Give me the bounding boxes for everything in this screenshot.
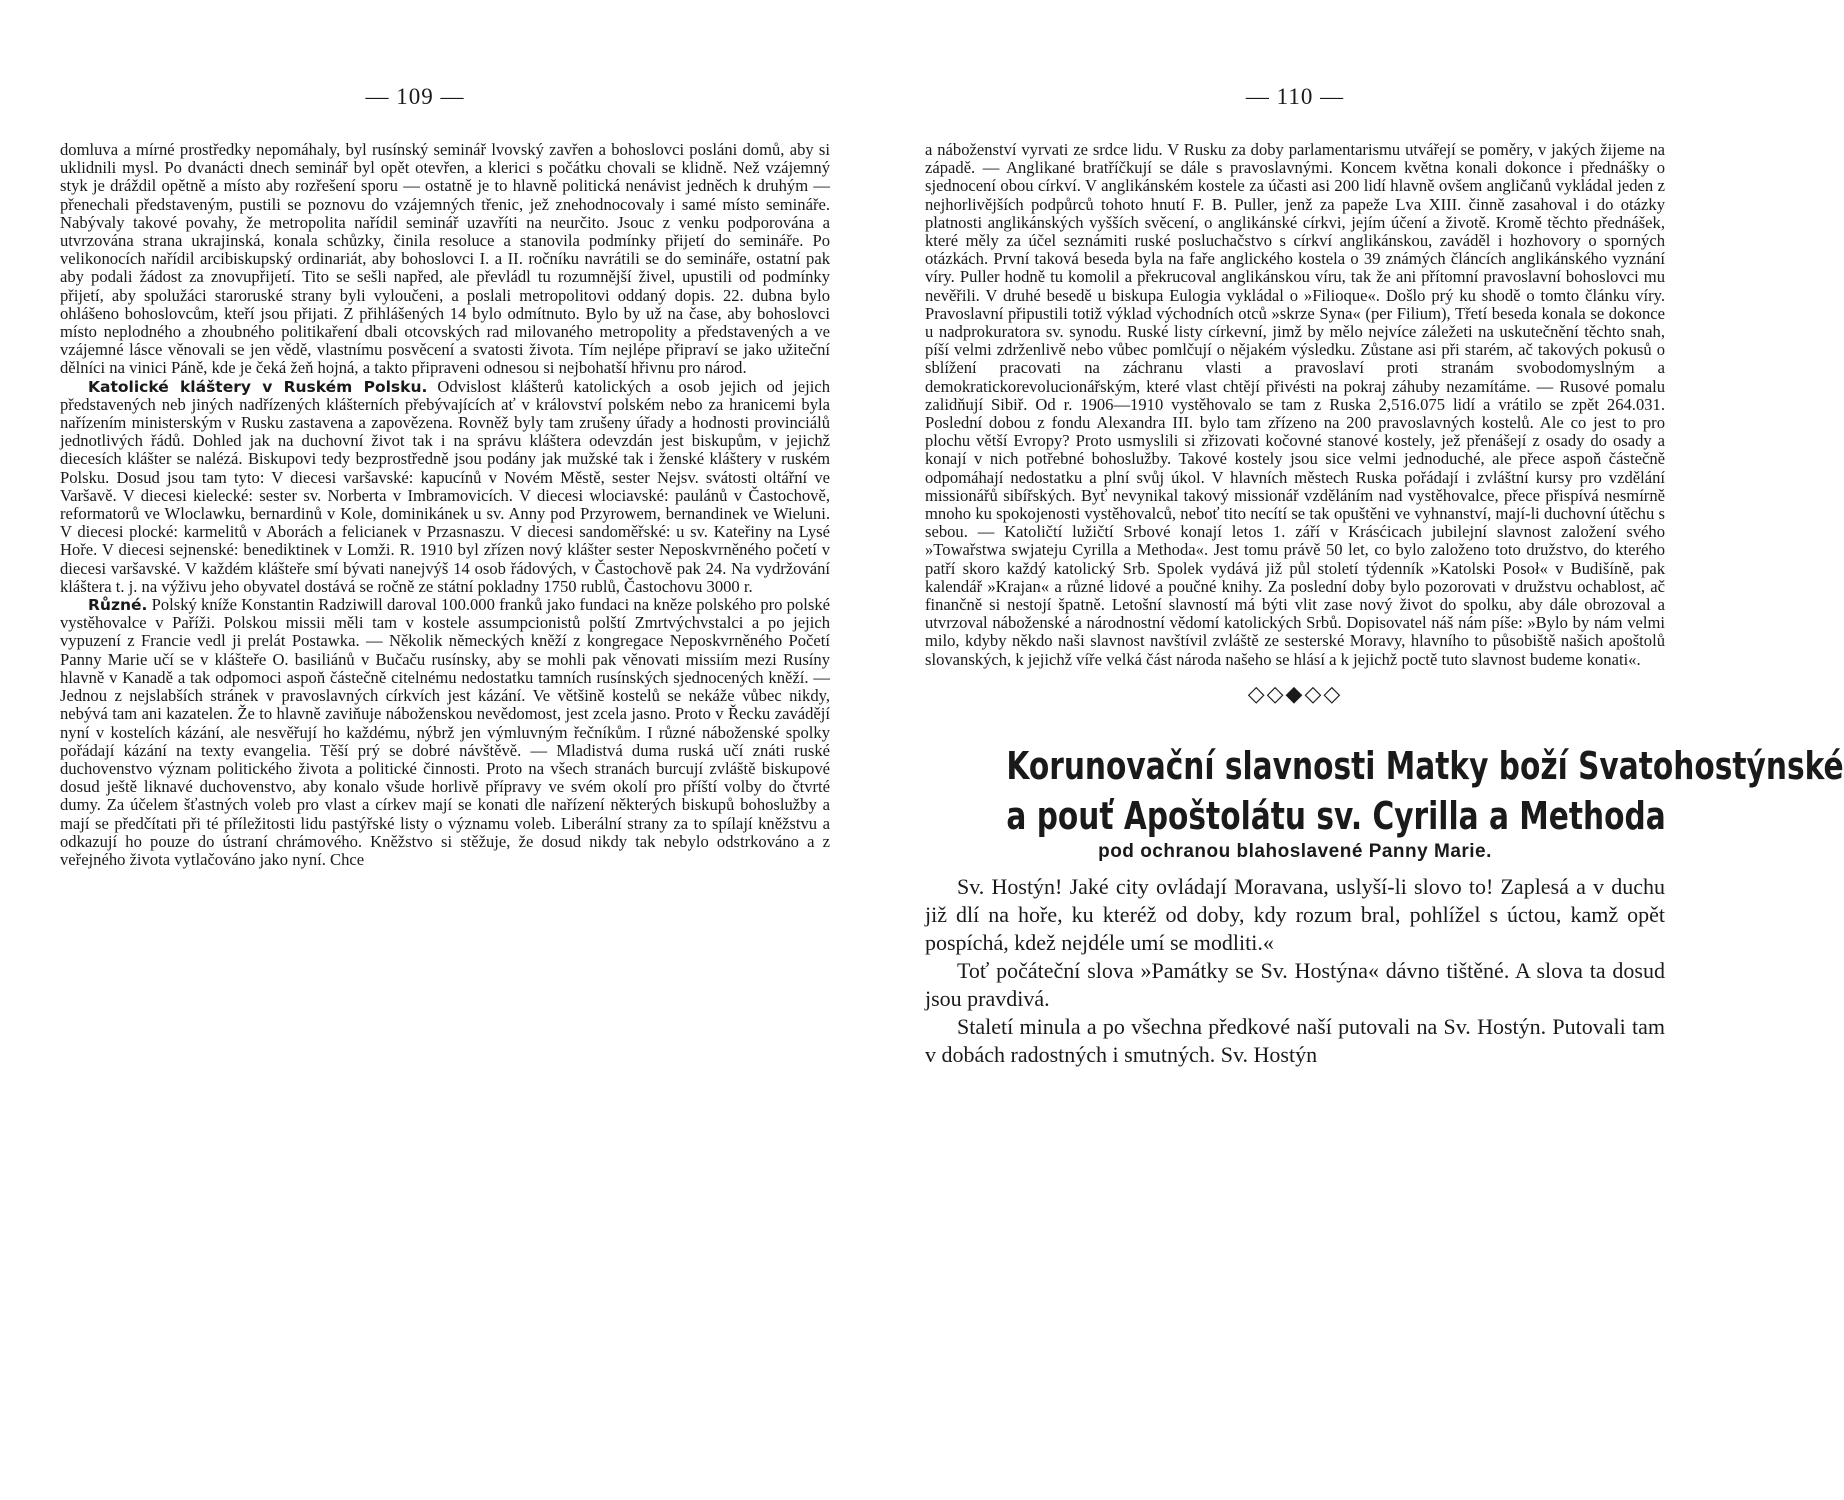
article-body [925, 873, 1665, 1069]
article-title-line-2: a pouť Apoštolátu sv. Cyrilla a Methoda [1006, 794, 1666, 839]
article-paragraph-3: Staletí minula a po všechna předkové naší putovali na Sv. Hostýn. Putovali tam v dobách radostných i smutných. Sv. Hostýn [925, 1014, 1665, 1068]
right-column-text [925, 140, 1844, 1069]
page-number-left: — 109 — [365, 84, 465, 109]
right-page [925, 0, 1844, 1500]
article-paragraph-1: Sv. Hostýn! Jaké city ovládají Moravana, uslyší-li slovo to! Zaplesá a v duchu již dlí na hoře, ku kteréž od doby, kdy rozum bral, pohlížel s úctou, kamž opět pospíchá, kdež nejdéle umí se modliti.« [925, 874, 1665, 956]
section-text-various: Polský kníže Konstantin Radziwill daroval 100.000 franků jako fundaci na kněze polského pro polské vystěhovalce v Paříži. Polskou missii měli tam v kostele assumpcionistů polští Zmrtvýchvstalci a po jejich vypuzení z Francie vedl ji prelát Postawka. — Několik německých kněží z kongregace Neposkvrněného Početí Panny Marie učí se v klášteře O. basiliánů v Bučaču rusínsky, aby se mohli pak věnovati missiím mezi Rusíny hlavně v Kanadě a tak odpomoci aspoň částečně citelnému nedostatku tamních rusínských sjednocených kněží. — Jednou z nejslabších stránek v pravoslavných církvích jest kázání. Ve většině kostelů se nekáže vůbec nikdy, nebývá tam ani kazatelen. Že to hlavně zaviňuje náboženskou nevědomost, jest zcela jasno. Proto v Řecku zavádějí nyní v kostelích kázání, ale nesvěřují ho každému, nýbrž jen výmluvným řečníkům. I různé náboženské spolky pořádají kázání na texty evangelia. Těší prý se dobré návštěvě. — Mladistvá duma ruská učí znáti ruské duchovenstvo význam politického života a politické činnosti. Proto na všech stranách burcují zvláště biskupové dosud ještě liknavé duchovenstvo, aby konalo všude horlivě přípravy ve svém okolí pro příští volby do čtvrté dumy. Za účelem šťastných voleb pro vlast a církev mají se konati dle nařízení některých biskupů bohoslužby a mají se předčítati při té příležitosti lidu pastýřské listy o významu voleb. Liberální strany za to spílají kněžstvu a odkazují ho pouze do ústraní chrámového. Kněžstvo si stěžuje, že dosud nikdy tak nebylo odstrkováno a z veřejného života vytlačováno jako nyní. Chce [60, 595, 830, 869]
section-monasteries [60, 378, 830, 596]
ornament-divider: ◇◇◆◇◇ [1247, 680, 1343, 706]
continued-paragraph: a náboženství vyrvati ze srdce lidu. V Rusku za doby parlamentarismu utvářejí se poměry, v jakých žijeme na západě. — Anglikané bratříčkují se dále s pravoslavnými. Koncem května konali dokonce i přednášky o sjednocení obou církví. V anglikánském kostele za účasti asi 200 lidí hlavně ovšem angličanů vykládal jeden z nejhorlivějších podpůrců tohoto hnutí F. B. Puller, jenž za papeže Lva XIII. činně zasahoval i do otázky platnosti anglikánských vyšších svěcení, o anglikánské církvi, jejím účení a životě. Kromě těchto přednášek, které měly za účel seznámiti ruské posluchačstvo s církví anglikánskou, zaváděl i hozhovory o sporných otázkách. První taková beseda byla na faře anglického kostela o 39 známých článcích anglikánského vyznání víry. Puller hodně tu komolil a překrucoval anglikánskou víru, tak že ani přítomní pravoslavní bohoslovci mu nevěřili. V druhé besedě u biskupa Eulogia vykládal o »Filioque«. Došlo prý ku shodě o tomto článku víry. Pravoslavní připustili totiž výklad východních otců »skrze Syna« (per Filium), Třetí beseda konala se dokonce u nadprokuratora sv. synodu. Ruské listy církevní, jimž by mělo nejvíce záležeti na uskutečnění těchto snah, píší velmi zdrženlivě nebo vůbec pomlčují o nějakém výsledku. Zůstane asi při starém, ač takových pokusů o sblížení pracovati na záchranu vlasti a pravoslaví proti stranám svobodomyslným a demokratickorevolucionářským, které vlast chtějí přivésti na pokraj záhuby nezamítáme. — Rusové pomalu zalidňují Sibiř. Od r. 1906—1910 vystěhovalo se tam z Ruska 2,516.075 lidí a vrátilo se zpět 264.031. Poslední dobou z fondu Alexandra III. bylo tam zřízeno na 200 pravoslavných kostelů. Ale co jest to pro plochu větší Evropy? Proto usmyslili si zřizovati kočovné stanové kostely, jež přenášejí z osady do osady a konají v nich potřebné bohoslužby. Takové kostely jsou sice velmi jednoduché, ale přece aspoň částečně odpomáhají nedostatku a plní svůj úkol. V hlavních městech Ruska pořádají i zvláštní kursy pro vzdělání missionářů sibířských. Byť nevynikal takový missionář vzděláním nad vystěhovalce, přece přispívá nesmírně mnoho ku spokojenosti vystěhovalců, neboť tito necítí se tak opuštěni ve vyhnanství, mají-li duchovní útěchu s sebou. — Katoličtí lužičtí Srbové konají letos 1. září v Krásćicach jubilejní slavnost založení svého »Towařstwa swjateju Cyrilla a Methoda«. Jest tomu právě 50 let, co bylo založeno toto družstvo, do kterého patří skoro každý katolický Srb. Spolek vydává již půl století týdenník »Katolski Posoł« v Budišíně, pak kalendář »Krajan« a různé lidové a poučné knihy. Za poslední doby bylo pozorovati v družstvu ochablost, ač finančně si nestojí špatně. Letošní slavností má býti vlit zase nový život do spolku, aby dále obrozoval a utvrzoval náboženské a národnostní vědomí katolických Srbů. Dopisovatel náš nám píše: »Bylo by nám velmi milo, kdyby někdo naši slavnost navštívil zvláště ze sesterské Moravy, hlavního to působiště našich apoštolů slovanských, k jejichž víře velká část národa našeho se hlásí a k jejichž poctě tuto slavnost budeme konati«. [925, 140, 1665, 669]
section-various [60, 596, 830, 869]
article-paragraph-2: Toť počáteční slova »Památky se Sv. Hostýna« dávno tištěné. A slova ta dosud jsou pravdivá. [925, 958, 1665, 1012]
section-text-monasteries: Odvislost klášterů katolických a osob jejich od jejich představených neb jiných nadřízených klášterních přebývajících ať v království polském nebo za hranicemi byla nařízením ministerským v Rusku zastavena a zapovězena. Rovněž byly tam zrušeny úřady a hodnosti provinciálů jednotlivých řádů. Dohled jak na duchovní život tak i na správu kláštera odevzdán jest biskupům, v jejichž diecesích klášter se nalézá. Biskupovi tedy bezprostředně jsou podány jak mužské tak i ženské kláštery v ruském Polsku. Dosud jsou tam tyto: V diecesi varšavské: kapucínů v Novém Městě, sester Nejsv. svátosti oltářní ve Varšavě. V diecesi kielecké: sester sv. Norberta v Imbramovicích. V diecesi wlociavské: paulánů v Častochově, reformatorů ve Wloclawku, bernardinů v Kole, dominikánek u sv. Anny pod Przyrowem, bernandinek ve Wieluni. V diecesi plocké: karmelitů v Aborách a felicianek v Przasnaszu. V diecesi sandoměřské: u sv. Kateřiny na Lysé Hoře. V diecesi sejnenské: benediktinek v Lomži. R. 1910 byl zřízen nový klášter sester Neposkvrněného početí v diecesi varšavské. V každém klášteře smí bývati nanejvýš 14 osob řádových, v Častochově pak 24. Na vydržování kláštera t. j. na výživu jeho obyvatel dostává se ročně ze státní pokladny 1750 rublů, Častochovu 3000 r. [60, 376, 830, 596]
section-heading-monasteries: Katolické kláštery v Ruském Polsku. [88, 377, 428, 396]
section-heading-various: Různé. [88, 596, 148, 615]
intro-paragraph: domluva a mírné prostředky nepomáhaly, byl rusínský seminář lvovský zavřen a bohoslovci posláni domů, aby si uklidnili mysl. Po dvanácti dnech seminář byl opět otevřen, a klerici s počátku chovali se klidně. Než vzájemný styk je dráždil opětně a místo aby rozřešení sporu — ostatně je to hlavně politická nenávist jedněch k druhým — přenechali představeným, pustili se poznovu do vzájemných třenic, jež znehodnocovaly i samé místo semináře. Nabývaly takové povahy, že metropolita nařídil seminář uzavříti na neurčito. Jsouc z venku podporována a utvrzována strana ukrajinská, konala schůzky, činila resoluce a stanovila podmínky přijetí do semináře. Po velikonocích nařídil arcibiskupský ordinariát, aby bohoslovci I. a II. ročníku navrátili se do semináře, ostatní pak aby podali žádost za znovupřijetí. Tito se sešli napřed, ale převládl tu rozumnější živel, upustili od podmínky přijetí, aby spolužáci staroruské strany byli vyloučeni, a poslali metropolitovi oddaný dopis. 22. dubna bylo ohlášeno bohoslovcům, kteří jsou přijati. Z přihlášených 14 bylo odmítnuto. Bylo by už na čase, aby bohoslovci místo neplodného a zhoubného politikaření dbali otcovských rad milovaného metropolity a představených a ve vzájemné lásce věnovali se jen vědě, vlastnímu posvěcení a svatosti života. Tím nejlépe připraví se jako užiteční dělníci na vinici Páně, kde je čeká žeň hojná, a takto připraveni odnesou si nejbohatší hřivnu pro národ. [60, 140, 830, 378]
page-number-right: — 110 — [1245, 84, 1345, 109]
article-subtitle: pod ochranou blahoslavené Panny Marie. [1098, 841, 1492, 863]
left-page [60, 0, 830, 1500]
left-column-text [60, 141, 830, 869]
article-title-line-1: Korunovační slavnosti Matky boží Svatohostýnské [1006, 744, 1844, 789]
